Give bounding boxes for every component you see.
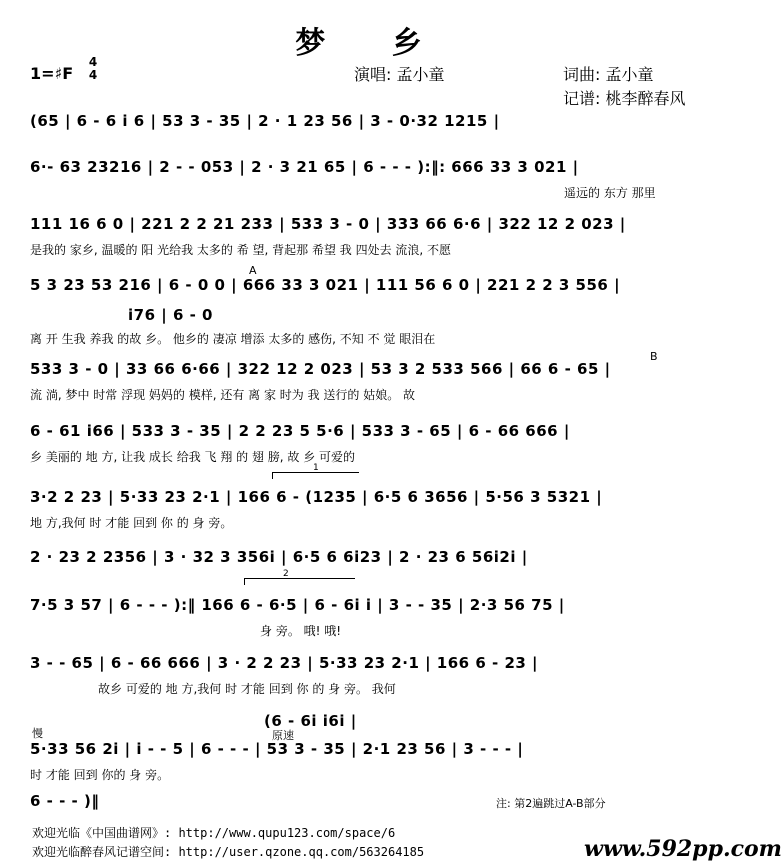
score-system-10	[30, 596, 720, 639]
meter-bottom: 4	[88, 68, 98, 82]
score-system-5	[30, 306, 720, 347]
notation-line: 533 3 - 0 | 33 66 6·66 | 322 12 2 023 | 53 3 2 533 566 | 66 6 - 65 |	[30, 360, 611, 378]
notation-line: (65 | 6 - 6 i 6 | 53 3 - 35 | 2 · 1 23 56 | 3 - 0·32 1215 |	[30, 112, 500, 130]
volta-number: 2	[283, 569, 289, 579]
score-system-3	[30, 215, 720, 258]
segno-mark-b: B	[650, 350, 658, 363]
score-system-9	[30, 548, 720, 566]
composer-credit: 词曲: 孟小童	[563, 65, 654, 84]
volta-number: 1	[313, 463, 319, 473]
notation-line: 6 - 61 i66 | 533 3 - 35 | 2 2 23 5 5·6 | 533 3 - 65 | 6 - 66 666 |	[30, 422, 570, 440]
score-system-4	[30, 276, 720, 294]
score-system-7	[30, 422, 720, 465]
notation-line: 3 - - 65 | 6 - 66 666 | 3 · 2 2 23 | 5·33 23 2·1 | 166 6 - 23 |	[30, 654, 539, 672]
score-system-2	[30, 158, 720, 201]
meter-top: 4	[88, 55, 98, 69]
lyric-line: 是我的 家乡, 温暖的 阳 光给我 太多的 希 望, 背起那 希望 我 四处去 流浪, 不愿	[30, 243, 452, 257]
tempo-slow: 慢	[32, 727, 43, 740]
skip-note: 注: 第2遍跳过A-B部分	[496, 797, 606, 810]
score-system-13	[30, 792, 720, 810]
segno-mark-a: A	[249, 264, 257, 277]
site-watermark: www.592pp.com	[584, 836, 782, 862]
notation-line: 6·- 63 23216 | 2 - - 053 | 2 · 3 21 65 | 6 - - - ):‖: 666 33 3 021 |	[30, 158, 579, 176]
lyric-line: 乡 美丽的 地 方, 让我 成长 给我 飞 翔 的 翅 膀, 故 乡 可爱的	[30, 450, 356, 464]
score-system-8	[30, 488, 720, 531]
volta-bracket-1	[272, 463, 359, 479]
song-title: 梦 乡	[295, 26, 450, 61]
transcriber-credit: 记谱: 桃李醉春风	[563, 89, 686, 108]
tempo-original: 原速	[272, 729, 294, 742]
notation-line: 7·5 3 57 | 6 - - - ):‖ 166 6 - 6·5 | 6 - 6i i | 3 - - 35 | 2·3 56 75 |	[30, 596, 565, 614]
notation-line: 2 · 23 2 2356 | 3 · 32 3 356i | 6·5 6 6i23 | 2 · 23 6 56i2i |	[30, 548, 528, 566]
score-system-11	[30, 654, 720, 697]
lyric-line: 离 开 生我 养我 的故 乡。 他乡的 凄凉 增添 太多的 感伤, 不知 不 觉 眼泪在	[30, 332, 436, 346]
key-signature: 1=♯F	[30, 64, 74, 83]
lyric-line: 遥远的 东方 那里	[564, 186, 656, 200]
lyric-line: 故乡 可爱的 地 方,我何 时 才能 回到 你 的 身 旁。 我何	[98, 682, 396, 696]
notation-line: i76 | 6 - 0	[128, 306, 213, 324]
time-signature	[86, 56, 100, 82]
singer-credit: 演唱: 孟小童	[354, 65, 445, 84]
lyric-line: 流 淌, 梦中 时常 浮现 妈妈的 模样, 还有 离 家 时为 我 送行的 姑娘。 故	[30, 388, 416, 402]
footer-link-qzone[interactable]: 欢迎光临醉春风记谱空间: http://user.qzone.qq.com/563264185	[32, 845, 425, 859]
score-system-6	[30, 360, 720, 403]
lyric-line: 地 方,我何 时 才能 回到 你 的 身 旁。	[30, 516, 233, 530]
notation-line: 6 - - - )‖	[30, 792, 100, 810]
lyric-line: 时 才能 回到 你的 身 旁。	[30, 768, 170, 782]
notation-line: 111 16 6 0 | 221 2 2 21 233 | 533 3 - 0 | 333 66 6·6 | 322 12 2 023 |	[30, 215, 626, 233]
score-system-12	[30, 740, 720, 783]
insert-phrase: (6 - 6i i6i |	[264, 712, 357, 730]
footer-link-qupu[interactable]: 欢迎光临《中国曲谱网》: http://www.qupu123.com/space/6	[32, 826, 396, 840]
volta-bracket-2	[244, 569, 355, 585]
notation-line: 5·33 56 2i | i - - 5 | 6 - - - | 53 3 - 35 | 2·1 23 56 | 3 - - - |	[30, 740, 524, 758]
notation-line: 3·2 2 23 | 5·33 23 2·1 | 166 6 - (1235 | 6·5 6 3656 | 5·56 3 5321 |	[30, 488, 603, 506]
score-system-1	[30, 112, 720, 130]
notation-line: 5 3 23 53 216 | 6 - 0 0 | 666 33 3 021 | 111 56 6 0 | 221 2 2 3 556 |	[30, 276, 621, 294]
lyric-line: 身 旁。 哦! 哦!	[260, 624, 342, 638]
